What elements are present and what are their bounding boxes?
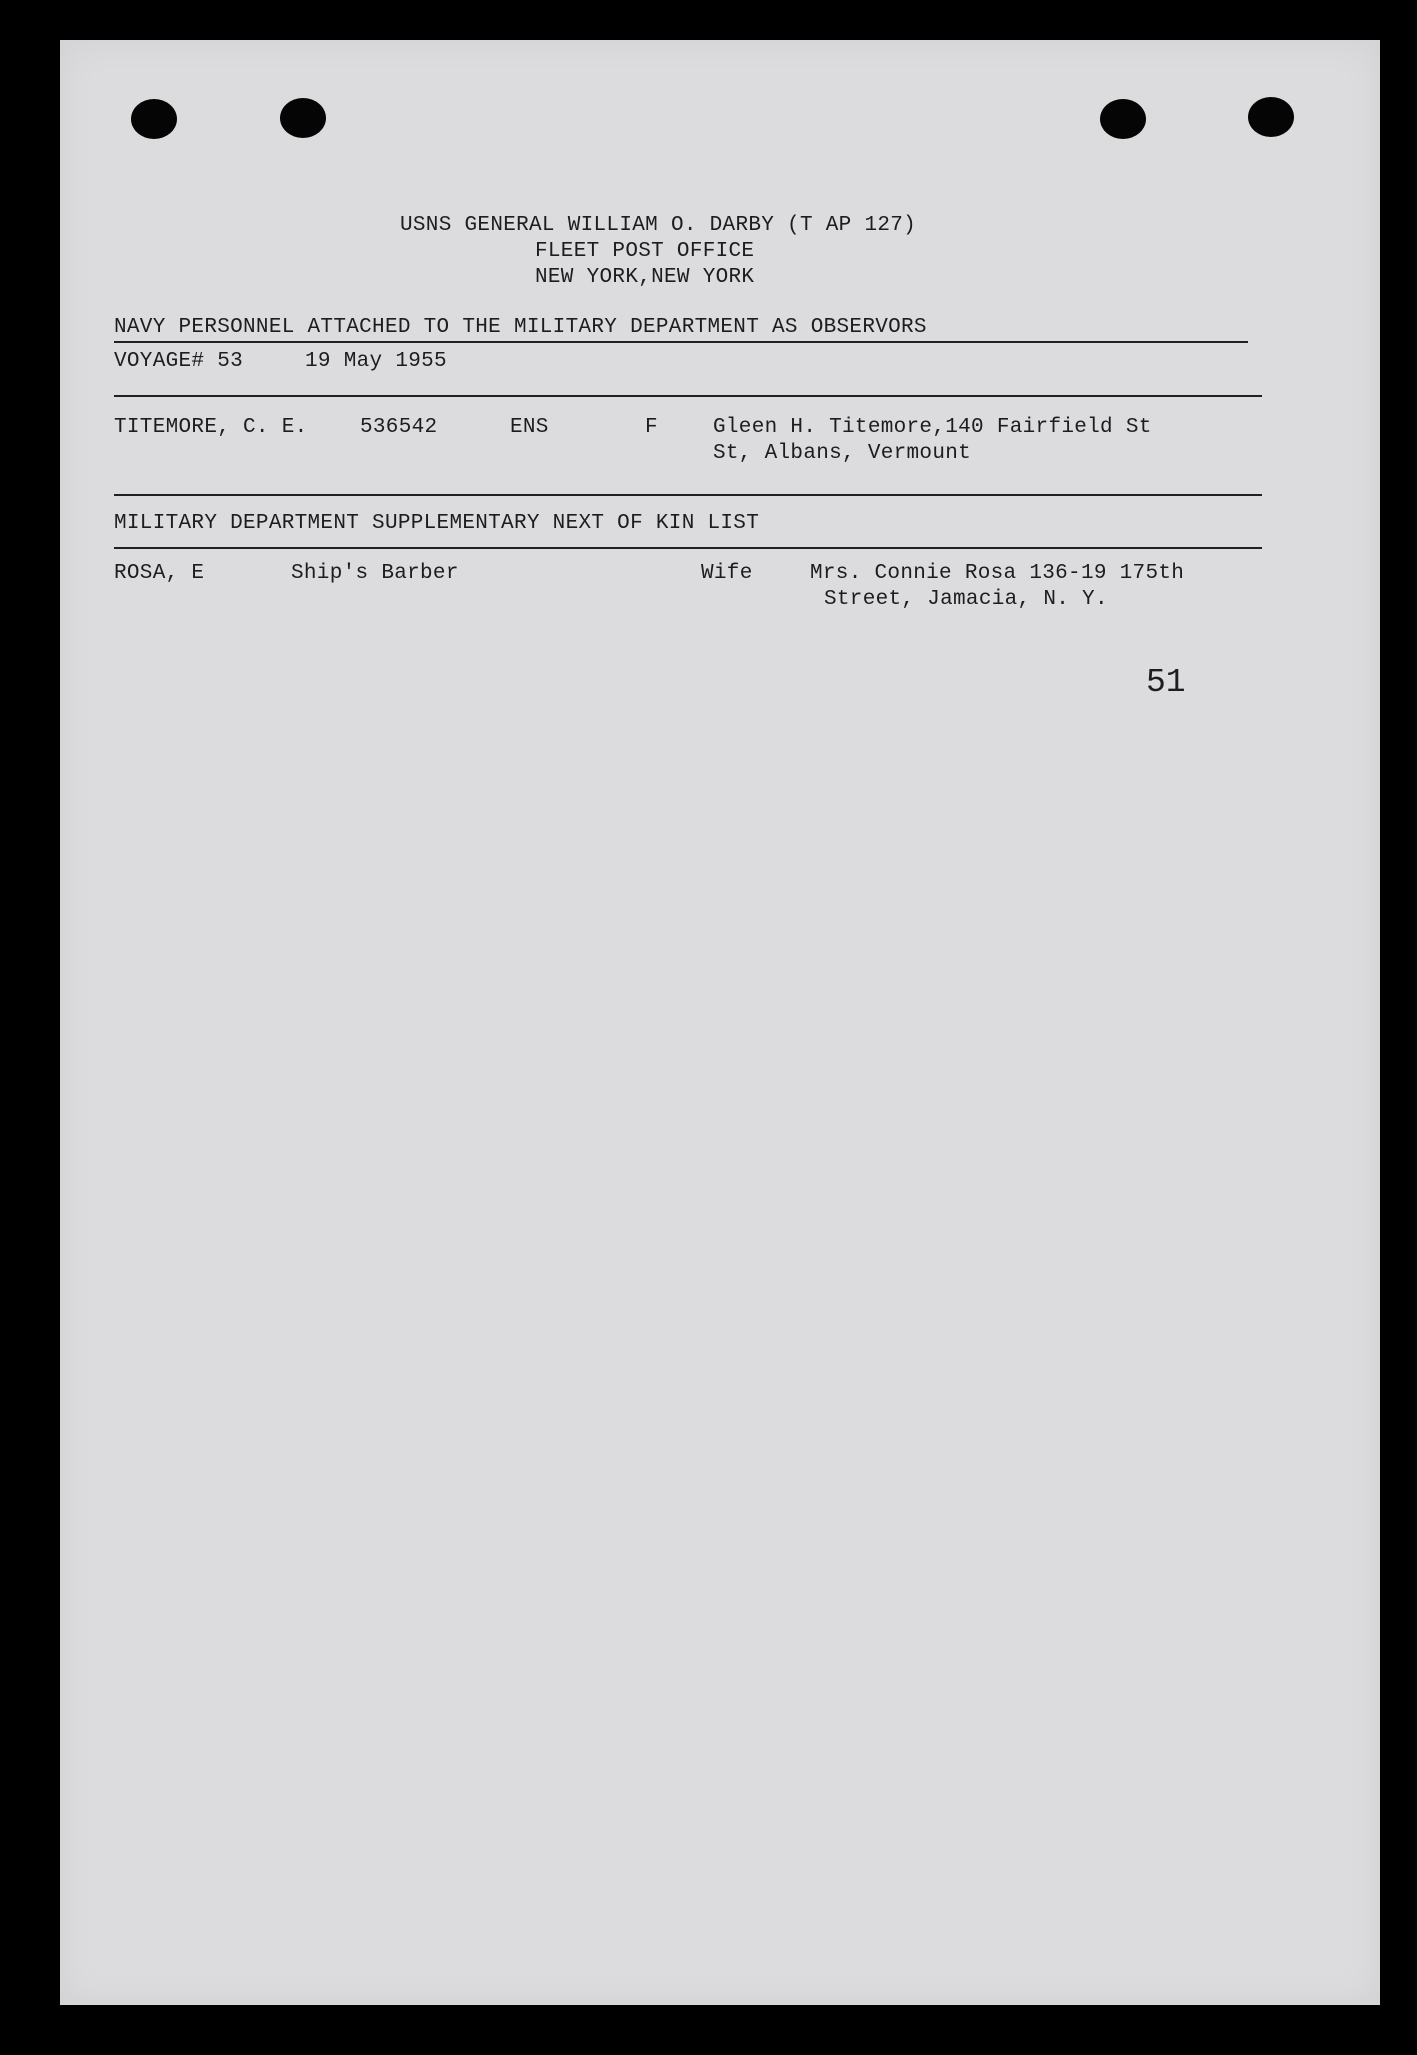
punch-hole-1 [131, 99, 177, 139]
header-post-office: FLEET POST OFFICE [535, 240, 755, 263]
kin-name: ROSA, E [114, 562, 205, 585]
observer-rank: ENS [510, 416, 549, 439]
kin-position: Ship's Barber [291, 562, 459, 585]
section1-title: NAVY PERSONNEL ATTACHED TO THE MILITARY DEPARTMENT AS OBSERVORS [114, 316, 927, 339]
observer-relation: F [645, 416, 658, 439]
observer-address-line2: St, Albans, Vermount [713, 442, 972, 465]
observer-name: TITEMORE, C. E. [114, 416, 308, 439]
page-number: 51 [1146, 664, 1186, 701]
voyage-date: 19 May 1955 [305, 350, 447, 373]
punch-hole-4 [1248, 97, 1294, 137]
observer-service-number: 536542 [360, 416, 438, 439]
section1-bottom-divider [114, 494, 1262, 496]
header-ship-name: USNS GENERAL WILLIAM O. DARBY (T AP 127) [400, 214, 917, 237]
header-city: NEW YORK,NEW YORK [535, 266, 755, 289]
kin-relation: Wife [701, 562, 753, 585]
punch-hole-3 [1100, 99, 1146, 139]
section2-title-underline [114, 547, 1262, 549]
section2-title: MILITARY DEPARTMENT SUPPLEMENTARY NEXT OF KIN LIST [114, 512, 760, 535]
kin-address-line1: Mrs. Connie Rosa 136-19 175th [810, 562, 1185, 585]
punch-hole-2 [280, 98, 326, 138]
observer-address-line1: Gleen H. Titemore,140 Fairfield St [713, 416, 1152, 439]
section1-title-underline [114, 341, 1248, 343]
voyage-divider [114, 395, 1262, 397]
voyage-number: VOYAGE# 53 [114, 350, 244, 373]
kin-address-line2: Street, Jamacia, N. Y. [824, 588, 1108, 611]
